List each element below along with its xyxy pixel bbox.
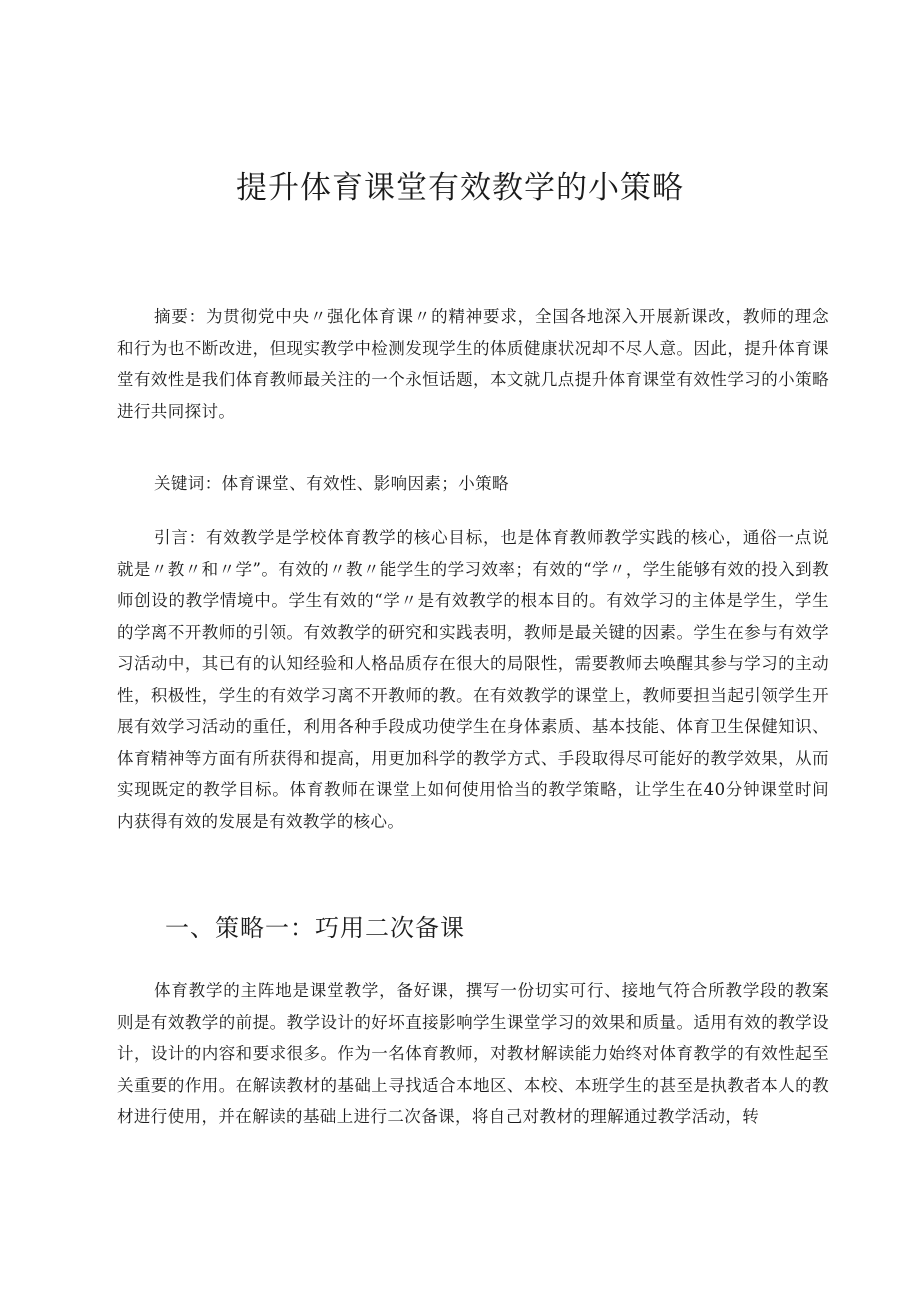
abstract-paragraph: 摘要：为贯彻党中央〃强化体育课〃的精神要求，全国各地深入开展新课改，教师的理念和行为也不断改进，但现实教学中检测发现学生的体质健康状况却不尽人意。因此，提升体育课堂有效性是我们体育教师最关注的一个永恒话题，本文就几点提升体育课堂有效性学习的小策略进行共同探讨。 — [117, 307, 829, 421]
section-heading: 一、策略一：巧用二次备课 — [165, 914, 465, 942]
section-paragraph: 体育教学的主阵地是课堂教学，备好课，撰写一份切实可行、接地气符合所教学段的教案则是有效教学的前提。教学设计的好坏直接影响学生课堂学习的效果和质量。适用有效的教学设计，设计的内容和要求很多。作为一名体育教师，对教材解读能力始终对体育教学的有效性起至关重要的作用。在解读教材的基础上寻找适合本地区、本校、本班学生的甚至是执教者本人的教材进行使用，并在解读的基础上进行二次备课，将自己对教材的理解通过教学活动，转 — [117, 981, 829, 1126]
keywords-paragraph: 关键词：体育课堂、有效性、影响因素；小策略 — [154, 474, 509, 493]
document-title: 提升体育课堂有效教学的小策略 — [236, 170, 684, 206]
introduction-paragraph: 引言：有效教学是学校体育教学的核心目标，也是体育教师教学实践的核心，通俗一点说就是〃教〃和〃学”。有效的〃教〃能学生的学习效率；有效的“学〃，学生能够有效的投入到教师创设的教学情境中。学生有效的“学〃是有效教学的根本目的。有效学习的主体是学生，学生的学离不开教师的引领。有效教学的研究和实践表明，教师是最关键的因素。学生在参与有效学习活动中，其已有的认知经验和人格品质存在很大的局限性，需要教师去唤醒其参与学习的主动性，积极性，学生的有效学习离不开教师的教。在有效教学的课堂上，教师要担当起引领学生开展有效学习活动的重任，利用各种手段成功使学生在身体素质、基本技能、体育卫生保健知识、体育精神等方面有所获得和提高，用更加科学的教学方式、手段取得尽可能好的教学效果，从而实现既定的教学目标。体育教师在课堂上如何使用恰当的教学策略，让学生在40分钟课堂时间内获得有效的发展是有效教学的核心。 — [117, 528, 829, 831]
